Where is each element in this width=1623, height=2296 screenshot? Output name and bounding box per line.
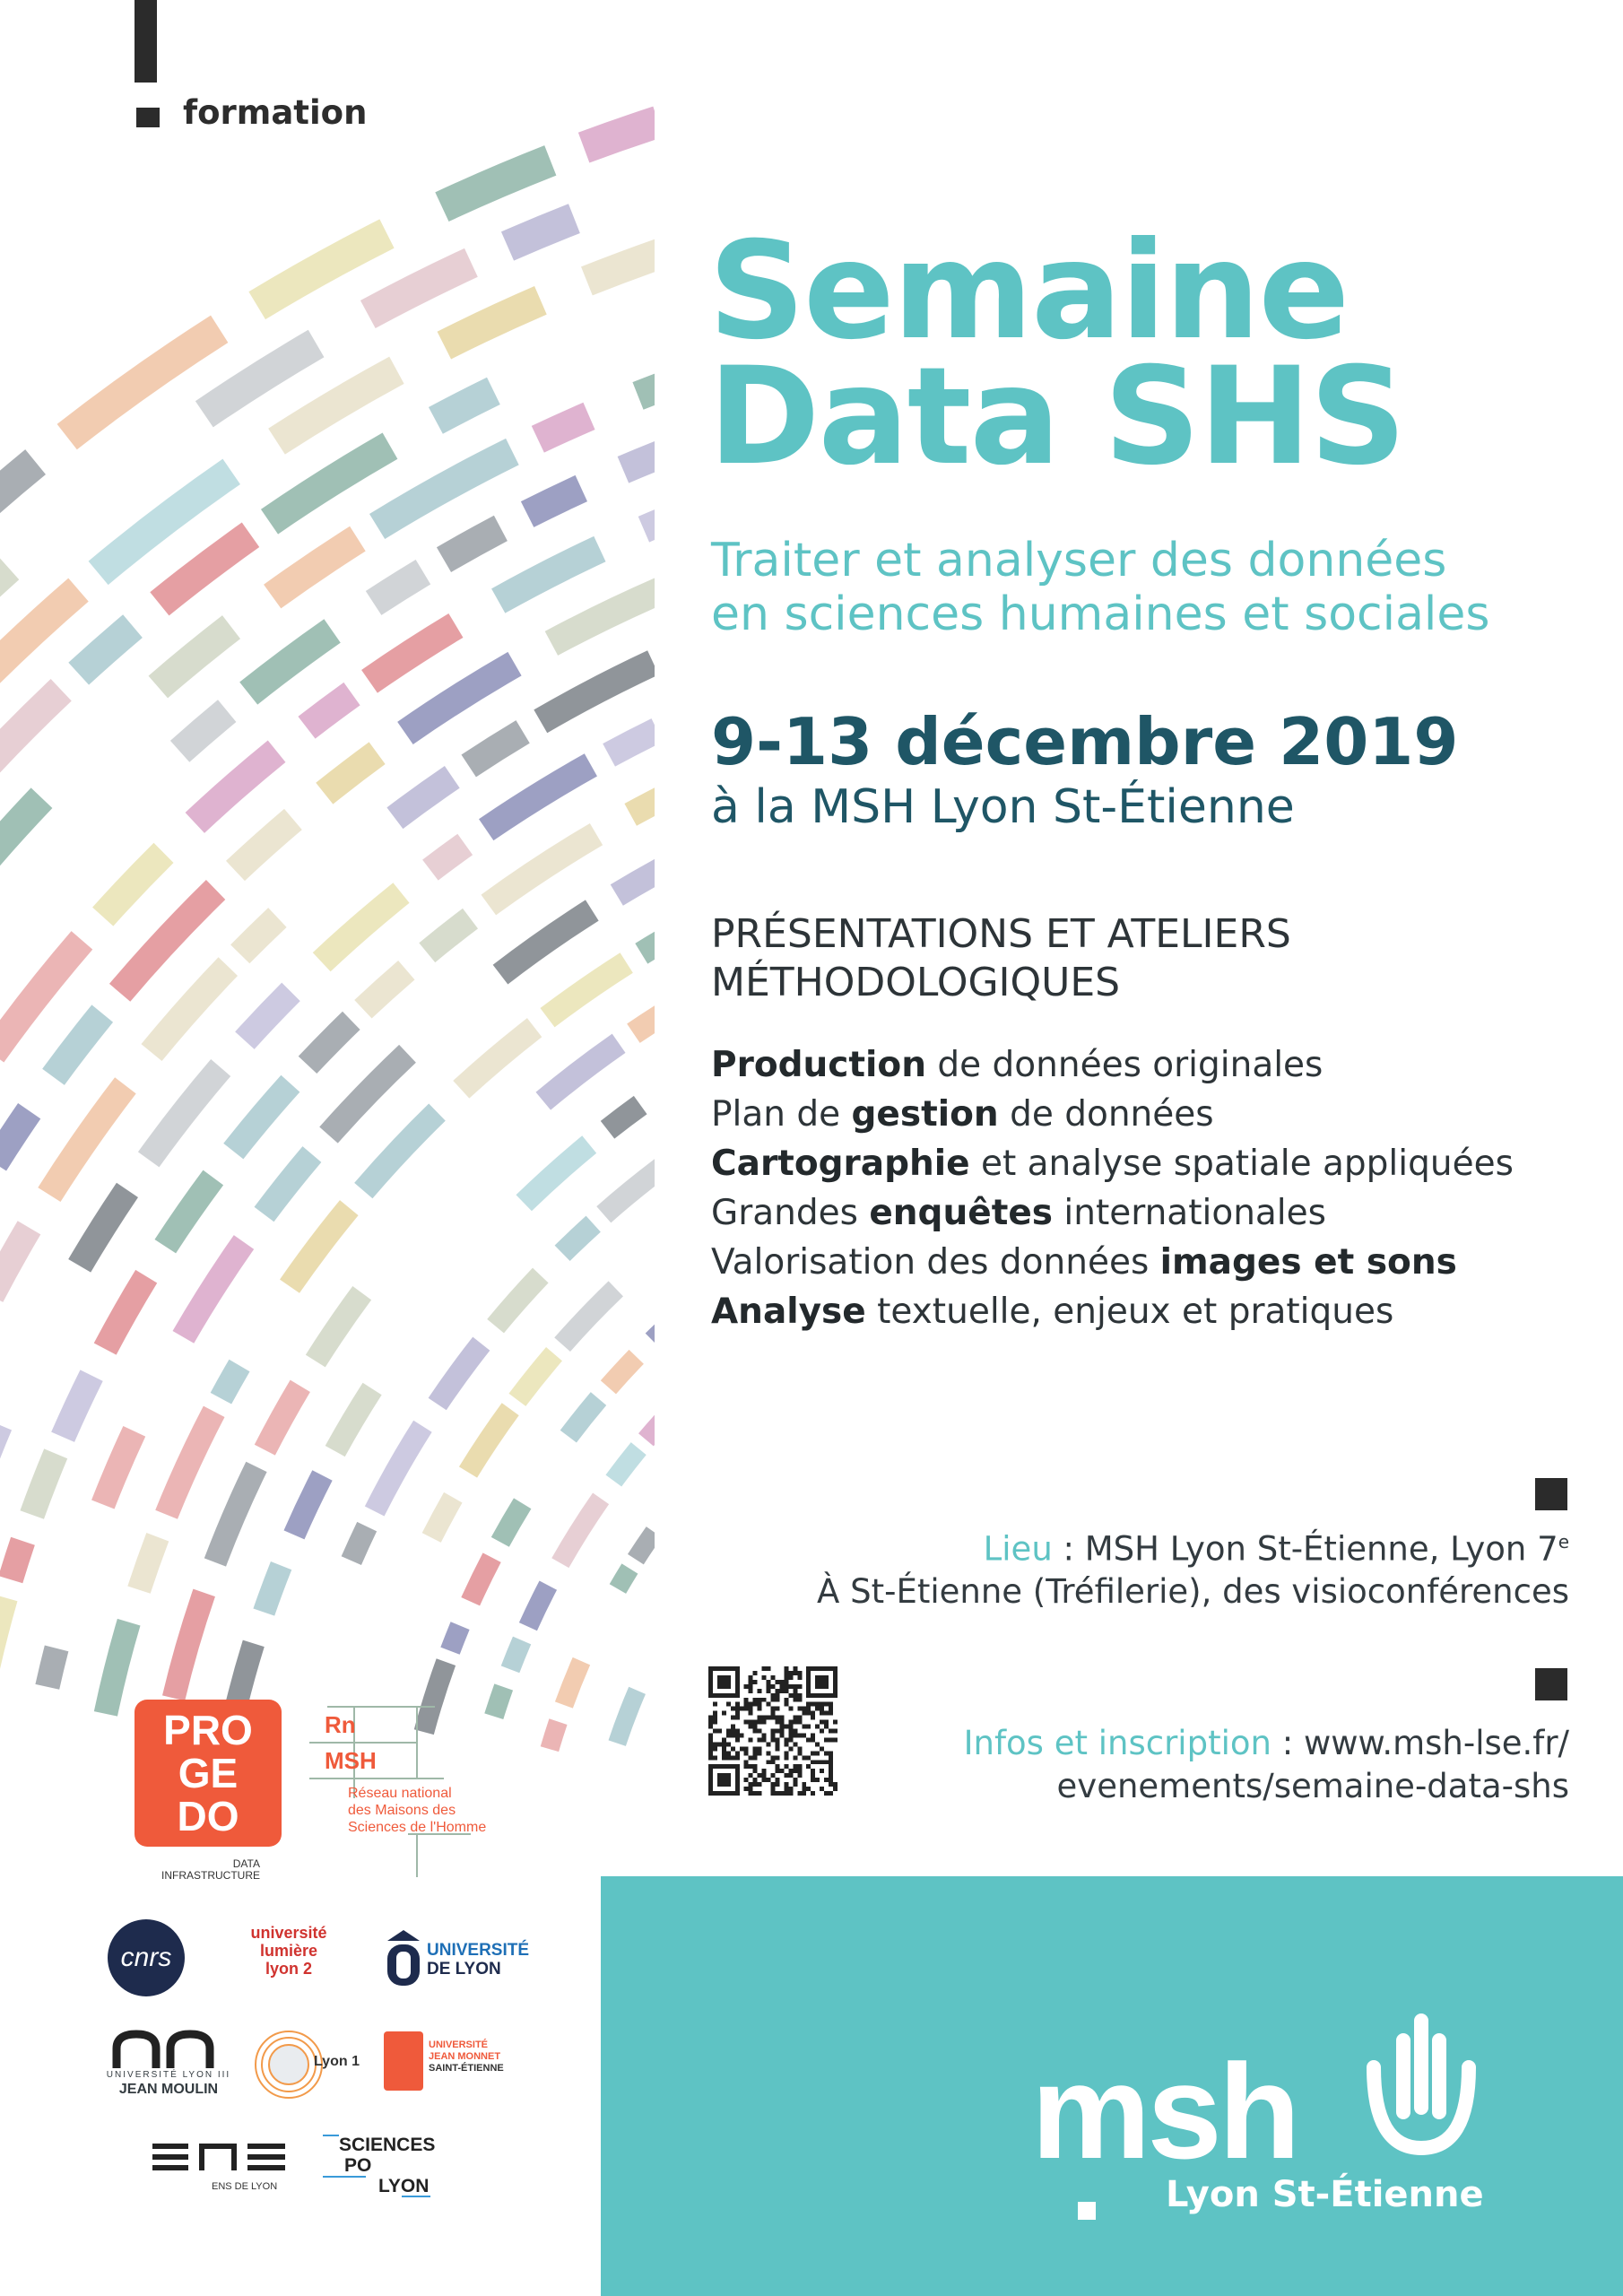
lumiere-lyon2-logo: université lumière lyon 2 [250, 1924, 327, 1978]
rnmsh-rn: Rn [325, 1711, 356, 1738]
top-bar [135, 0, 157, 83]
sciences-po-logo: SCIENCES PO LYON [339, 2135, 436, 2196]
art-stripe [152, 967, 228, 1053]
topic-item: Grandes enquêtes internationales [711, 1193, 1326, 1233]
art-stripe [617, 839, 655, 896]
art-stripe [322, 893, 402, 962]
art-stripe [527, 489, 581, 515]
event-subtitle [711, 534, 1489, 641]
udl-logo-text: UNIVERSITÉ DE LYON [427, 1941, 530, 1979]
art-stripe [265, 1386, 300, 1449]
lieu-line-2: À St-Étienne (Tréfilerie), des visioconférences [817, 1572, 1569, 1612]
ens-logo [152, 2144, 287, 2176]
art-stripe [609, 730, 655, 755]
art-stripe [0, 690, 61, 762]
art-stripe [543, 1043, 619, 1100]
art-stripe [499, 549, 600, 601]
art-stripe [471, 1558, 492, 1602]
program-heading [711, 910, 1291, 1007]
art-stripe [325, 753, 378, 794]
infos-url-1[interactable]: : www.msh-lse.fr/ [1271, 1724, 1569, 1762]
art-stripe [450, 1626, 460, 1651]
art-stripe [630, 792, 655, 815]
sciences-po-lines [323, 2130, 457, 2202]
topic-item: Production de données originales [711, 1045, 1324, 1085]
art-stripe [0, 1597, 5, 1709]
art-stripe [195, 752, 276, 823]
art-stripe [564, 1661, 582, 1705]
art-stripe [548, 963, 627, 1018]
art-stripe [106, 1622, 129, 1714]
art-stripe [264, 1566, 281, 1613]
art-stripe [290, 1208, 349, 1287]
art-stripe [158, 627, 231, 687]
art-stripe [633, 978, 655, 1033]
art-stripe [510, 1640, 522, 1669]
registration-info [964, 1722, 1569, 1808]
art-stripe [646, 1404, 655, 1439]
art-stripe [375, 1426, 423, 1511]
lieu-value: : MSH Lyon St-Étienne, Lyon 7 [1052, 1529, 1558, 1569]
program-heading-line-2: MÉTHODOLOGIQUES [711, 960, 1121, 1005]
art-stripe [54, 1013, 103, 1077]
art-stripe [508, 219, 574, 247]
art-stripe [316, 1293, 362, 1361]
qr-code[interactable] [708, 1666, 838, 1796]
art-stripe [560, 1499, 601, 1563]
art-stripe [603, 1166, 655, 1215]
art-stripe [395, 777, 452, 818]
art-stripe [273, 539, 358, 597]
lieu-square [1535, 1478, 1567, 1510]
art-stripe [233, 1083, 291, 1151]
art-stripe [67, 329, 220, 437]
udl-emblem [384, 1926, 423, 1991]
jean-moulin-text: UNIVERSITÉ LYON III JEAN MOULIN [106, 2070, 231, 2097]
art-stripe [469, 732, 523, 766]
rnmsh-msh: MSH [325, 1747, 377, 1774]
art-stripe [550, 1722, 559, 1750]
ujm-text: UNIVERSITÉ JEAN MONNET SAINT-ÉTIENNE [429, 2039, 504, 2074]
art-stripe [240, 918, 278, 954]
art-stripe [378, 452, 513, 526]
subtitle-line-1: Traiter et analyser des données [711, 534, 1447, 587]
art-stripe [586, 226, 655, 282]
art-stripe [444, 300, 541, 345]
art-stripe [80, 1190, 127, 1265]
program-heading-line-1: PRÉSENTATIONS ET ATELIERS [711, 911, 1291, 957]
title-line-1: Semaine [708, 213, 1349, 370]
topic-item: Cartographie et analyse spatiale appliquées [711, 1144, 1514, 1184]
art-stripe [265, 1154, 312, 1214]
art-stripe [638, 348, 655, 396]
art-stripe [430, 845, 465, 871]
art-stripe [180, 711, 228, 752]
art-stripe [48, 1648, 56, 1687]
art-stripe [369, 625, 456, 681]
art-stripe [617, 1691, 637, 1744]
art-stripe [294, 1475, 323, 1535]
art-stripe [496, 1275, 541, 1326]
art-stripe [641, 913, 655, 954]
art-stripe [174, 1593, 204, 1699]
art-stripe [183, 1242, 244, 1337]
art-stripe [167, 1412, 214, 1515]
ujm-emblem [384, 2031, 423, 2091]
art-stripe [139, 1537, 158, 1590]
infos-url-2[interactable]: evenements/semaine-data-shs [1056, 1767, 1569, 1805]
art-stripe [618, 1569, 630, 1589]
art-stripe [105, 1276, 146, 1349]
art-stripe [608, 1105, 641, 1130]
art-stripe [363, 1112, 437, 1191]
progedo-logo: PRO GE DO [135, 1700, 282, 1847]
art-stripe [636, 1532, 655, 1559]
art-stripe [0, 798, 42, 901]
art-stripe [307, 694, 352, 728]
art-stripe [248, 631, 332, 693]
art-stripe [103, 853, 164, 917]
art-stripe [468, 1409, 510, 1472]
event-date: 9-13 décembre 2019 [711, 704, 1459, 779]
art-stripe [165, 1178, 213, 1247]
art-stripe [270, 446, 391, 522]
art-stripe [517, 1354, 554, 1400]
art-stripe [0, 590, 78, 706]
art-stripe [405, 664, 515, 733]
art-stripe [653, 1306, 655, 1340]
art-stripe [0, 568, 9, 642]
art-stripe [436, 391, 494, 421]
art-stripe [444, 528, 500, 560]
art-stripe [541, 663, 654, 722]
cnrs-logo: cnrs [108, 1919, 185, 1996]
lieu-label: Lieu [983, 1529, 1053, 1569]
art-stripe [352, 1526, 367, 1561]
art-stripe [644, 502, 655, 529]
topic-item: Plan de gestion de données [711, 1094, 1214, 1135]
art-stripe [32, 1454, 56, 1515]
art-stripe [160, 535, 251, 604]
art-stripe [277, 370, 397, 441]
art-stripe [500, 1503, 523, 1542]
art-stripe [308, 1021, 352, 1065]
art-stripe [0, 1228, 30, 1296]
topic-item: Analyse textuelle, enjeux et pratiques [711, 1292, 1394, 1332]
art-stripe [363, 970, 406, 1010]
art-stripe [0, 1111, 30, 1164]
topic-item: Valorisation des données images et sons [711, 1242, 1457, 1283]
art-stripe [204, 344, 317, 414]
venue-info: Lieu : MSH Lyon St-Étienne, Lyon 7e À St-Étienne (Tréfilerie), des visioconférences [817, 1520, 1569, 1613]
art-stripe [215, 1466, 256, 1562]
art-stripe [438, 1344, 482, 1404]
art-stripe [623, 433, 655, 470]
art-stripe [528, 1586, 548, 1627]
infos-square [1535, 1668, 1567, 1700]
art-stripe [551, 590, 655, 644]
art-stripe [329, 1054, 408, 1135]
art-stripe [335, 1389, 372, 1452]
title-line-2: Data SHS [708, 339, 1405, 495]
subtitle-line-2: en sciences humaines et sociales [711, 587, 1490, 641]
art-stripe [49, 1085, 126, 1195]
art-stripe [103, 1431, 135, 1505]
progedo-sub: DATA INFRASTRUCTURE [161, 1857, 260, 1882]
msh-wordmark: msh [1031, 2036, 1298, 2187]
art-stripe [374, 572, 423, 604]
art-stripe [584, 122, 655, 148]
event-title [708, 213, 1405, 495]
art-stripe [236, 820, 293, 872]
art-stripe [562, 1289, 616, 1344]
decorative-globe-artwork [0, 72, 655, 1758]
msh-hand-icon [1363, 2013, 1480, 2157]
art-stripe [368, 263, 471, 315]
art-stripe [524, 1144, 589, 1203]
lyon1-text: Lyon 1 [314, 2054, 360, 2069]
art-stripe [562, 1224, 594, 1254]
ens-sub: ENS DE LYON [212, 2181, 278, 2192]
event-venue: à la MSH Lyon St-Étienne [711, 780, 1295, 834]
art-stripe [63, 1376, 91, 1438]
art-stripe [11, 1541, 23, 1579]
category-label: formation [183, 93, 368, 132]
topics-list [711, 1040, 1514, 1336]
art-stripe [613, 1448, 638, 1481]
art-stripe [245, 992, 291, 1040]
art-stripe [427, 918, 470, 952]
art-stripe [486, 765, 591, 830]
art-stripe [608, 1357, 636, 1387]
infos-label: Infos et inscription [963, 1724, 1271, 1762]
art-stripe [79, 626, 133, 674]
art-stripe [431, 1498, 453, 1538]
art-stripe [568, 1399, 599, 1437]
jean-moulin-emblem [111, 2029, 219, 2072]
art-stripe [442, 161, 551, 207]
art-stripe [221, 1366, 239, 1399]
msh-city: Lyon St-Étienne [1166, 2174, 1484, 2215]
art-stripe [149, 1068, 221, 1160]
art-stripe [257, 234, 387, 306]
msh-dot [1078, 2202, 1096, 2220]
rnmsh-desc: Réseau national des Maisons des Sciences de l'Homme [348, 1786, 487, 1835]
art-stripe [461, 1028, 534, 1090]
art-stripe [489, 834, 596, 905]
art-stripe [538, 416, 589, 439]
art-stripe [500, 910, 592, 975]
